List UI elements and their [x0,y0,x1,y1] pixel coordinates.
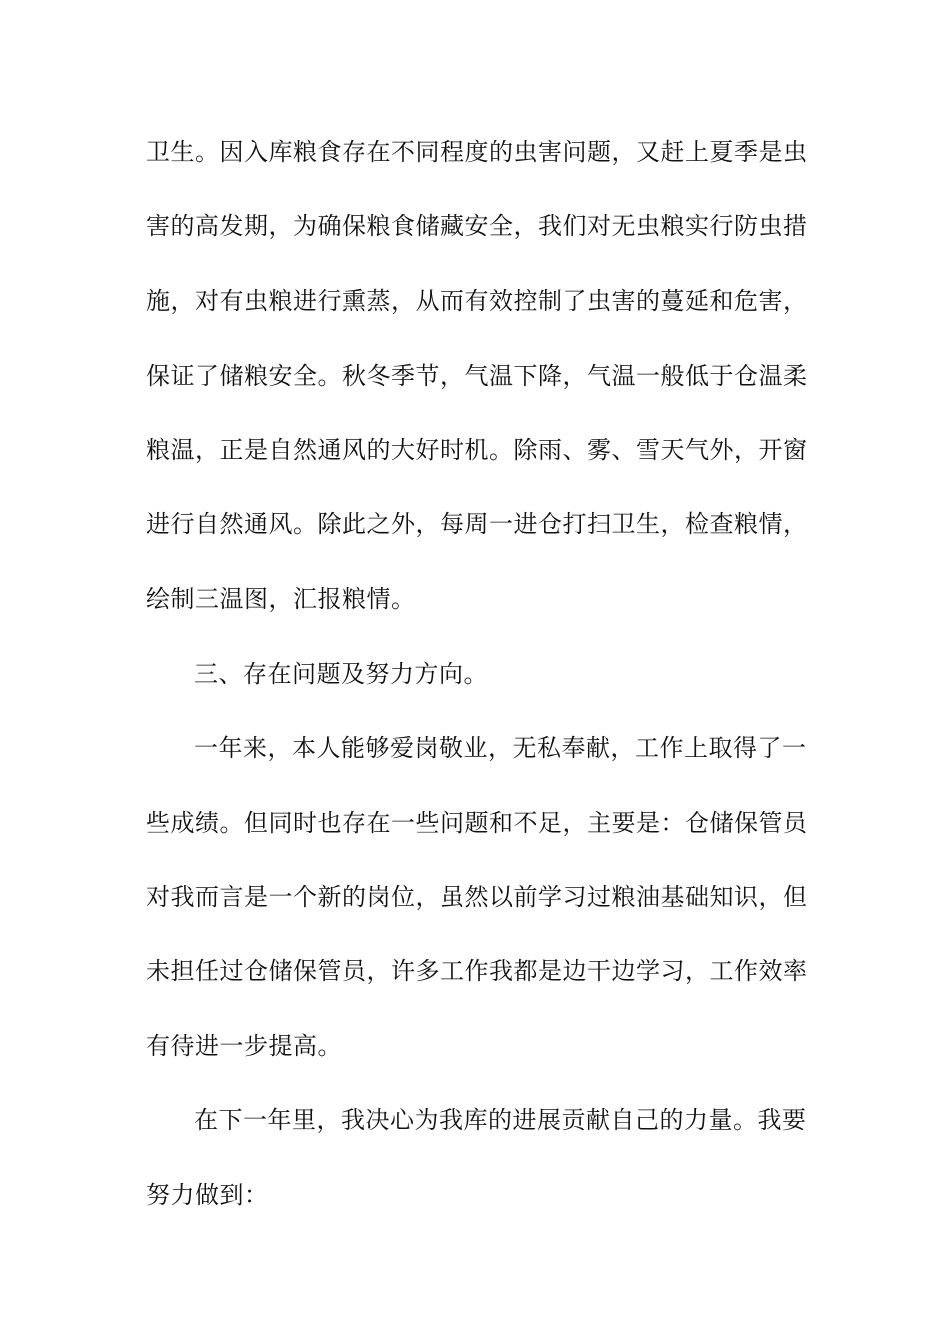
paragraph-line-end: 有待进一步提高。 [146,1032,342,1060]
paragraph-line: 未担任过仓储保管员，许多工作我都是边干边学习，工作效率 [146,957,808,985]
paragraph-line: 对我而言是一个新的岗位，虽然以前学习过粮油基础知识，但 [146,883,808,911]
section-heading: 三、存在问题及努力方向。 [194,660,488,688]
paragraph-line: 施，对有虫粮进行熏蒸，从而有效控制了虫害的蔓延和危害， [146,287,808,315]
paragraph-line: 卫生。因入库粮食存在不同程度的虫害问题，又赶上夏季是虫 [146,138,808,166]
paragraph-line: 粮温，正是自然通风的大好时机。除雨、雾、雪天气外，开窗 [146,436,808,464]
paragraph-line: 保证了储粮安全。秋冬季节，气温下降，气温一般低于仓温柔 [146,362,808,390]
paragraph-line: 害的高发期，为确保粮食储藏安全，我们对无虫粮实行防虫措 [146,212,808,240]
paragraph-line: 些成绩。但同时也存在一些问题和不足，主要是：仓储保管员 [146,809,808,837]
paragraph-line-end: 绘制三温图，汇报粮情。 [146,585,416,613]
paragraph-line-first: 在下一年里，我决心为我库的进展贡献自己的力量。我要 [194,1106,807,1134]
paragraph-line-first: 一年来，本人能够爱岗敬业，无私奉献，工作上取得了一 [194,734,807,762]
paragraph-line: 进行自然通风。除此之外，每周一进仓打扫卫生，检查粮情， [146,510,808,538]
paragraph-line-end: 努力做到： [146,1181,269,1209]
